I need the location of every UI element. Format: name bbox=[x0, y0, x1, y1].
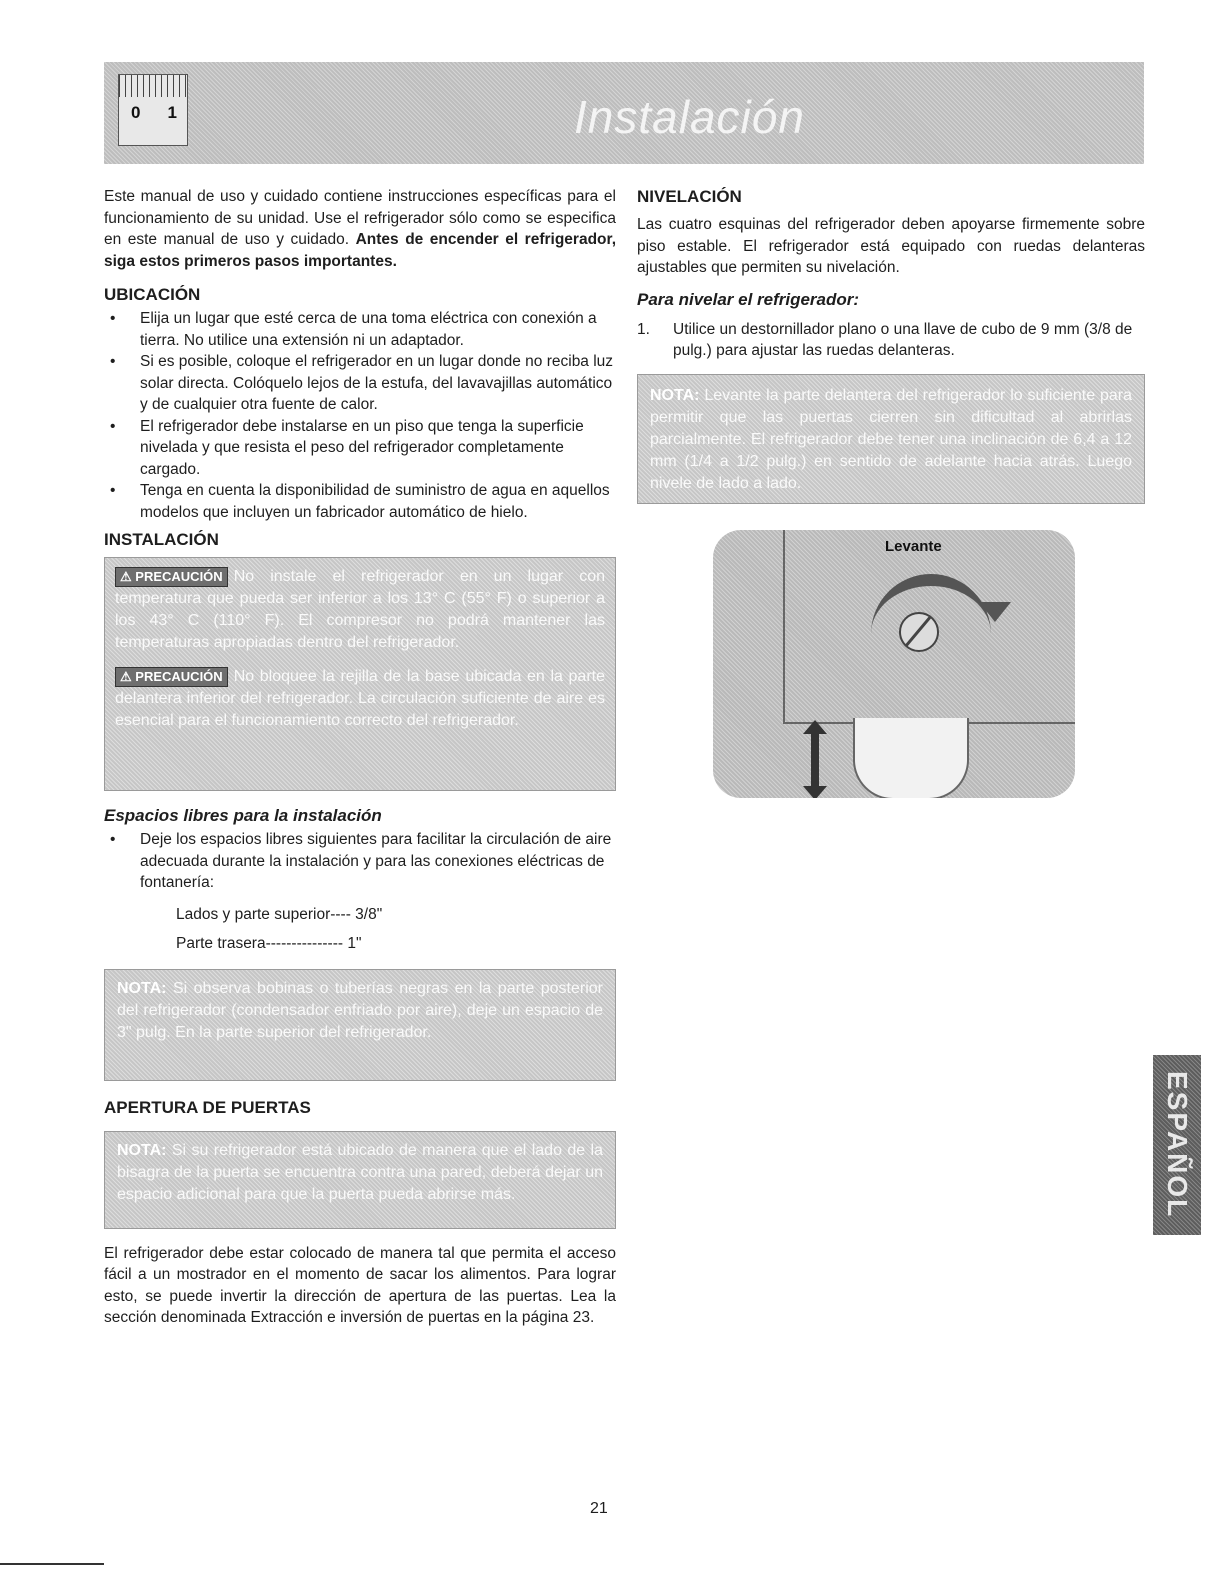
ubicacion-list bbox=[104, 308, 616, 523]
figure-label: Levante bbox=[885, 538, 942, 555]
intro-bold-text: Antes de encender el refrigerador, siga estos primeros pasos importantes. bbox=[104, 231, 616, 270]
intro-text: Este manual de uso y cuidado contiene instrucciones específicas para el funcionamiento de su unidad. Use el refrigerador sólo como se especifica en este manual de uso y cuidado. bbox=[104, 188, 616, 248]
leveling-figure bbox=[713, 530, 1075, 798]
intro-paragraph bbox=[104, 186, 616, 272]
nivelar-heading: Para nivelar el refrigerador: bbox=[637, 289, 860, 309]
list-item: • Elija un lugar que esté cerca de una toma eléctrica con conexión a tierra. No utilice una extensión ni un adaptador. bbox=[110, 310, 597, 349]
arrowhead-icon bbox=[979, 602, 1011, 622]
up-down-arrow-icon bbox=[811, 732, 819, 788]
step-text: Utilice un destornillador plano o una llave de cubo de 9 mm (3/8 de pulg.) para ajustar las ruedas delanteras. bbox=[673, 320, 1133, 359]
apertura-paragraph: El refrigerador debe estar colocado de manera tal que permita el acceso fácil a un mostrador en el momento de sacar los alimentos. Para lograr esto, se puede invertir la dirección de apertura de las puertas. Lea la sección denominada Extracción e inversión de puertas en la página 23. bbox=[104, 1244, 616, 1326]
nota-box-2: NOTA: Si su refrigerador está ubicado de manera que el lado de la bisagra de la puerta se encuentra contra una pared, deberá dejar un espacio adicional para que la puerta pueda abrirse más. bbox=[104, 1131, 616, 1229]
language-tab: ESPAÑOL bbox=[1153, 1055, 1201, 1235]
left-column bbox=[104, 186, 616, 1329]
screw-icon bbox=[899, 612, 939, 652]
step-number: 1. bbox=[637, 320, 650, 338]
nota-box-1: NOTA: Si observa bobinas o tuberías negras en la parte posterior del refrigerador (condensador enfriado por aire), deje un espacio de 3" pulg. En la parte superior del refrigerador. bbox=[104, 969, 616, 1081]
nivelacion-paragraph: Las cuatro esquinas del refrigerador deben apoyarse firmemente sobre piso estable. El refrigerador está equipado con ruedas delanteras ajustables que permiten su nivelación. bbox=[637, 216, 1145, 276]
page-number: 21 bbox=[590, 1500, 608, 1517]
clearance-sides: Lados y parte superior---- 3/8" bbox=[176, 905, 383, 923]
ruler-mark-1: 1 bbox=[167, 103, 177, 122]
page-title: Instalación bbox=[574, 91, 805, 143]
list-item: • El refrigerador debe instalarse en un piso que tenga la superficie nivelada y que resista el peso del refrigerador completamente cargado. bbox=[110, 417, 584, 478]
precaucion-2: ⚠ PRECAUCIÓN No bloquee la rejilla de la base ubicada en la parte delantera inferior del refrigerador. La circulación suficiente de aire es esencial para el funcionamiento correcto del refrigerador. bbox=[115, 668, 605, 729]
header-banner bbox=[104, 62, 1144, 164]
nivelacion-heading: NIVELACIÓN bbox=[637, 187, 742, 206]
apertura-heading: APERTURA DE PUERTAS bbox=[104, 1097, 311, 1117]
list-item: • Deje los espacios libres siguientes para facilitar la circulación de aire adecuada durante la instalación y para las conexiones eléctricas de fontanería: bbox=[110, 831, 612, 891]
instalacion-heading: INSTALACIÓN bbox=[104, 530, 219, 549]
roller-wheel bbox=[853, 718, 969, 798]
warning-icon: ⚠ PRECAUCIÓN bbox=[115, 567, 228, 587]
clearance-back: Parte trasera--------------- 1" bbox=[176, 935, 362, 952]
right-column bbox=[637, 186, 1145, 504]
espacios-list bbox=[104, 829, 616, 894]
footer-rule bbox=[0, 1563, 104, 1565]
warning-icon: ⚠ PRECAUCIÓN bbox=[115, 667, 228, 687]
ruler-mark-0: 0 bbox=[131, 103, 141, 122]
list-item: • Tenga en cuenta la disponibilidad de suministro de agua en aquellos modelos que incluyen un fabricador automático de hielo. bbox=[110, 482, 610, 521]
espacios-heading: Espacios libres para la instalación bbox=[104, 806, 382, 825]
ruler-icon bbox=[118, 74, 188, 146]
nota-box-3: NOTA: Levante la parte delantera del refrigerador lo suficiente para permitir que las puertas cierren sin dificultad al abrirlas parcialmente. El refrigerador debe tener una inclinación de 6,4 a 12 mm (1/4 a 1/2 pulg.) en sentido de adelante hacia atrás. Luego nivele de lado a lado. bbox=[637, 374, 1145, 504]
step-item bbox=[637, 319, 1145, 362]
ubicacion-heading: UBICACIÓN bbox=[104, 285, 201, 304]
precaucion-box bbox=[104, 557, 616, 791]
precaucion-1: ⚠ PRECAUCIÓN No instale el refrigerador en un lugar con temperatura que pueda ser inferior a los 13° C (55° F) o superior a los 43° C (110° F). El compresor no podrá mantener las temperaturas apropiadas dentro del refrigerador. bbox=[115, 568, 605, 651]
list-item: • Si es posible, coloque el refrigerador en un lugar donde no reciba luz solar directa. Colóquelo lejos de la estufa, del lavavajillas automático y de cualquier otra fuente de calor. bbox=[110, 353, 614, 413]
